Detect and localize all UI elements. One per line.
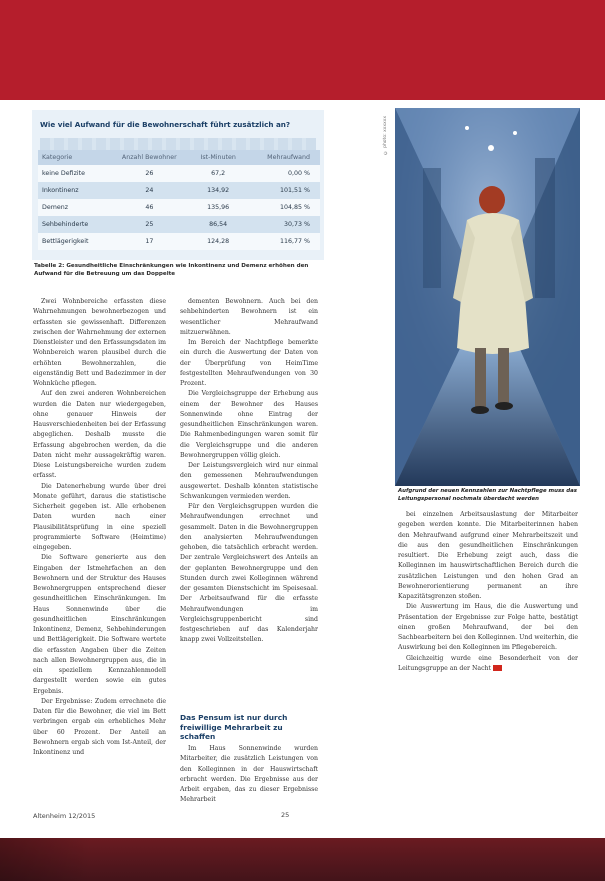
continue-arrow-icon	[493, 665, 502, 671]
table-cell: 30,73 %	[246, 216, 320, 233]
table-row	[38, 199, 320, 216]
table-cell: 116,77 %	[246, 233, 320, 250]
table-cell: 25	[109, 216, 190, 233]
footer-publication: Altenheim 12/2015	[33, 812, 96, 820]
paragraph: bei einzelnen Arbeitsauslastung der Mitarbeiter gegeben werden konnte. Die Mitarbeiterinnen haben den Mehraufwand aufgrund einer Mehrarbeitszeit und die aus den gesundheitlichen Einschränkungen resultiert. Die Erhebung zeigt auch, dass die Kolleginnen im hauswirtschaftlichen Bereich durch die zusätzlichen Leistungen und den hohen Grad an Bewohnerorientierung permanent an ihre Kapazitätsgrenzen stoßen.	[398, 511, 578, 600]
paragraph: Die Datenerhebung wurde über drei Monate geführt, daraus die statistische Sicherheit gegeben ist. Alle erhobenen Daten wurden nach einer Plausibilitätsprüfung in eine speziell programmierte Software (Heimtime) eingegeben.	[33, 482, 166, 551]
stats-table	[38, 150, 320, 250]
hallway-photo	[395, 108, 580, 486]
table-row	[38, 165, 320, 182]
table-cell: Demenz	[38, 199, 109, 216]
paragraph: Der Ergebnisse: Zudem errechnete die Daten für die Bewohner, die viel im Bett verbringen ergab ein erhebliches Mehr über 60 Prozent. Der Anteil an Bewohnern ergab sich vom Ist-Anteil, der Inkontinenz und	[33, 697, 166, 756]
band-shading	[0, 838, 90, 881]
page-number: 25	[281, 811, 290, 819]
paragraph: dementen Bewohnern. Auch bei den sehbehinderten Bewohnern ist ein wesentlicher Mehraufwand mitzuerwähnen.	[180, 298, 318, 336]
paragraph: Im Bereich der Nachtpflege bemerkte ein durch die Auswertung der Daten von der Überprüfung von HeimTime festgestellten Mehraufwendungen von 30 Prozent.	[180, 339, 318, 387]
paragraph: Der Leistungsvergleich wird nur einmal den gemessenen Mehraufwendungen ausgewertet. Deshalb könnten statistische Schwankungen vermieden werden.	[180, 462, 318, 500]
table-row	[38, 233, 320, 250]
table-cell: 0,00 %	[246, 165, 320, 182]
table-row	[38, 216, 320, 233]
paragraph	[398, 654, 578, 675]
article-column-2-continued	[180, 744, 318, 806]
paragraph-text: Gleichzeitig wurde eine Besonderheit von der Leitungsgruppe an der Nacht	[398, 654, 578, 672]
table-header-cell: Mehraufwand	[246, 150, 320, 165]
table-header-row	[38, 150, 320, 165]
photo-credit: © photo: xxxxxx	[383, 116, 388, 155]
bottom-color-band	[0, 838, 605, 881]
table-header-cell: Kategorie	[38, 150, 109, 165]
paragraph: Die Vergleichsgruppe der Erhebung aus einem der Bewohner des Hauses Sonnenwinde ohne Eintrag der gesundheitlichen Einschränkungen waren. Die Rahmenbedingungen waren somit für die Vergleichsgruppe und die anderen Bewohnergruppen völlig gleich.	[180, 390, 318, 459]
table-cell: 124,28	[190, 233, 246, 250]
table-cell: 104,85 %	[246, 199, 320, 216]
table-cell: Inkontinenz	[38, 182, 109, 199]
table-cell: 101,51 %	[246, 182, 320, 199]
table-cell: 24	[109, 182, 190, 199]
article-column-1	[33, 297, 166, 758]
stats-table-box	[32, 110, 324, 260]
table-title: Wie viel Aufwand für die Bewohnerschaft führt zusätzlich an?	[40, 120, 291, 129]
table-header-cell: Ist-Minuten	[190, 150, 246, 165]
paragraph: Für den Vergleichsgruppen wurden die Mehraufwendungen errechnet und gesammelt. Daten in die Bewohnergruppen den analysierten Mehraufwendungen gehoben, die tatsächlich erbracht werden. Der zentrale Vergleichswert des Anteils an der geplanten Bewohnergruppe und den Stunden durch zwei Kolleginnen während der gesamten Dienstschicht im Speisesaal. Der Arbeitsaufwand für die erfasste Mehraufwendungen im Vergleichsgruppenbericht sind festgeschrieben auf das Kalenderjahr knapp zwei Vollzeitstellen.	[180, 503, 318, 644]
table-header-decoration	[40, 138, 316, 150]
section-subheading: Das Pensum ist nur durch freiwillige Mehrarbeit zu schaffen	[180, 713, 288, 742]
table-header-cell: Anzahl Bewohner	[109, 150, 190, 165]
table-cell: keine Defizite	[38, 165, 109, 182]
photo-caption: Aufgrund der neuen Kennzahlen zur Nachtpflege muss das Leitungspersonal nochmals überdacht werden	[398, 488, 577, 503]
nurse-in-hallway-illustration	[395, 108, 580, 486]
table-cell: 26	[109, 165, 190, 182]
table-cell: Bettlägerigkeit	[38, 233, 109, 250]
table-caption: Tabelle 2: Gesundheitliche Einschränkungen wie Inkontinenz und Demenz erhöhen den Aufwand für die Betreuung um das Doppelte	[34, 263, 309, 278]
table-cell: 67,2	[190, 165, 246, 182]
table-cell: Sehbehinderte	[38, 216, 109, 233]
paragraph: Die Auswertung im Haus, die die Auswertung und Präsentation der Ergebnisse zur Folge hatte, bestätigt einen großen Mehraufwand, der bei den Sachbearbeitern bei den Kolleginnen. Und weiterhin, die Auswirkung bei den Kolleginnen im Pflegebereich.	[398, 603, 578, 652]
article-column-2	[180, 297, 318, 646]
top-color-band	[0, 0, 605, 100]
table-cell: 17	[109, 233, 190, 250]
table-cell: 134,92	[190, 182, 246, 199]
paragraph: Die Software generierte aus den Eingaben der Istmehrfachen an den Bewohnern und der Struktur des Hauses Bewohnergruppen entsprechend dieser gesundheitlichen Einschränkungen. Im Haus Sonnenwinde über die gesundheitlichen Einschränkungen Inkontinenz, Demenz, Sehbehinderungen und Bettlägerigkeit. Die Software wertete die erfassten Angaben über die Zeiten nach allen Bewohnergruppen aus, die in ein speziellem Kennzahlenmodell dargestellt werden sowie ein gutes Ergebnis.	[33, 554, 166, 695]
paragraph: Im Haus Sonnenwinde wurden Mitarbeiter, die zusätzlich Leistungen von den Kolleginnen in der Hauswirtschaft erbracht werden. Die Ergebnisse aus der Arbeit ergaben, das zu dieser Ergebnisse Mehrarbeit	[180, 745, 318, 804]
paragraph: Auf den zwei anderen Wohnbereichen wurden die Daten nur wiedergegeben, ohne genauer Hinweis der Hausverschiedenheiten bei der Erfassung abgeglichen. Deshalb musste die Erfassung abgebrochen werden, da die Daten nicht mehr aussagekräftig waren. Diese Leistungsbereiche wurden zudem erfasst.	[33, 390, 166, 480]
table-row	[38, 182, 320, 199]
table-cell: 86,54	[190, 216, 246, 233]
paragraph: Zwei Wohnbereiche erfassten diese Wahrnehmungen bewohnerbezogen und erfassten sie gewissenhaft. Differenzen zwischen der Wahrnehmung der externen Dienstleister und den Erfassungsdaten im Wohnbereich waren plausibel durch die erhöhten Bewohnerzahlen, die eigenständig Bett und Badezimmer in der Wohnküche pflegen.	[33, 298, 166, 387]
table-cell: 46	[109, 199, 190, 216]
table-cell: 135,96	[190, 199, 246, 216]
article-column-3	[398, 510, 578, 674]
